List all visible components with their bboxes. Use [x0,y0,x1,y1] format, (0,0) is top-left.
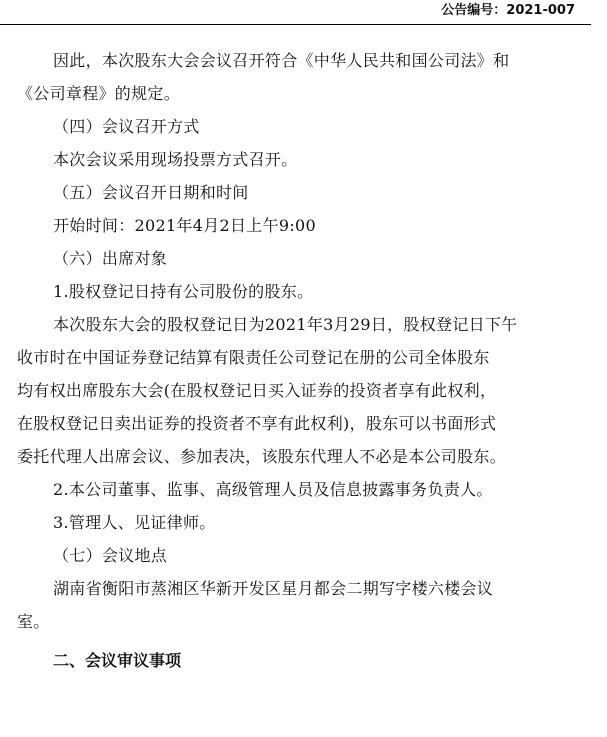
section-title-agenda: 二、会议审议事项 [53,651,182,670]
announcement-number: 公告编号：2021-007 [441,3,575,18]
section-heading-meeting-location: （七）会议地点 [53,546,168,565]
paragraph-line: 本次股东大会的股权登记日为2021年3月29日，股权登记日下午 [53,315,518,334]
paragraph-line: 因此，本次股东大会会议召开符合《中华人民共和国公司法》和 [53,51,510,70]
meeting-location-text [17,572,589,638]
paragraph-line: 湖南省衡阳市蒸湘区华新开发区星月都会二期写字楼六楼会议 [53,579,494,598]
paragraph-line: 收市时在中国证券登记结算有限责任公司登记在册的公司全体股东 [17,348,490,367]
meeting-start-time: 开始时间：2021年4月2日上午9:00 [53,216,317,235]
attendee-item-management: 2.本公司董事、监事、高级管理人员及信息披露事务负责人。 [53,480,493,499]
paragraph-record-date [17,308,589,473]
paragraph-line: 《公司章程》的规定。 [17,84,181,103]
section-heading-meeting-time: （五）会议召开日期和时间 [53,183,249,202]
meeting-method-text: 本次会议采用现场投票方式召开。 [53,150,298,169]
document-header [0,0,591,25]
attendee-item-shareholders: 1.股权登记日持有公司股份的股东。 [53,282,314,301]
paragraph-legal-compliance [17,44,589,110]
section-heading-attendees: （六）出席对象 [53,249,168,268]
paragraph-line: 委托代理人出席会议、参加表决，该股东代理人不必是本公司股东。 [17,447,507,466]
paragraph-line: 在股权登记日卖出证券的投资者不享有此权利)，股东可以书面形式 [17,414,497,433]
document-body [17,44,589,677]
attendee-item-lawyers: 3.管理人、见证律师。 [53,513,216,532]
section-heading-meeting-method: （四）会议召开方式 [53,117,200,136]
paragraph-line: 均有权出席股东大会(在股权登记日买入证券的投资者享有此权利， [17,381,497,400]
paragraph-line: 室。 [17,612,50,631]
